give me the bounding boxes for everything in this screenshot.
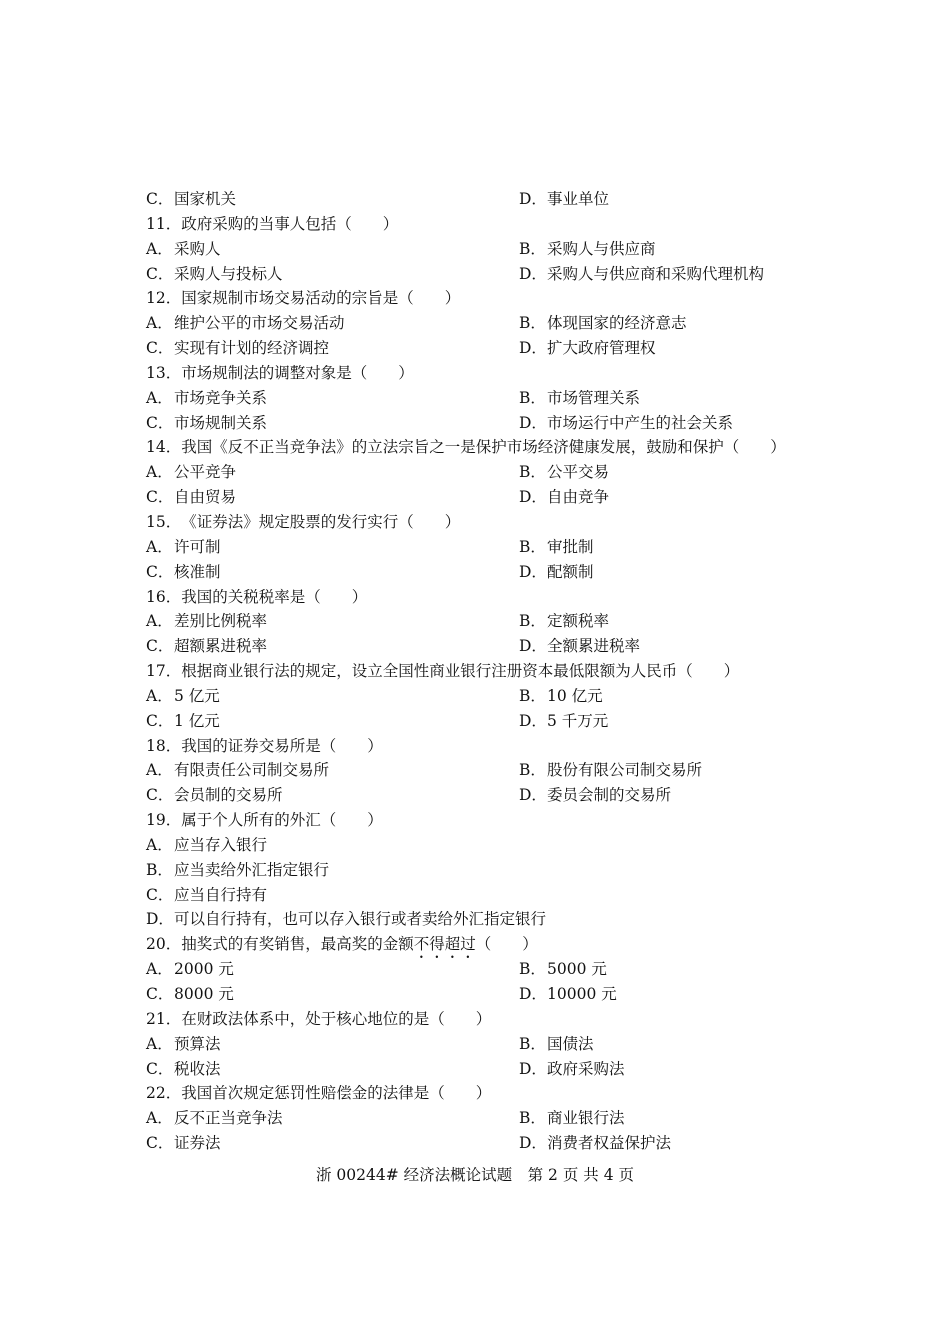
question-stem (146, 435, 826, 460)
option-row (146, 957, 826, 982)
option-letter: D． (519, 711, 547, 730)
answer-option (146, 311, 345, 336)
option-row (146, 609, 826, 634)
option-letter: B． (519, 761, 546, 780)
option-row (146, 187, 826, 212)
question-stem (146, 286, 826, 311)
option-text: 配额制 (547, 562, 594, 581)
option-letter: A． (146, 960, 173, 979)
answer-option (146, 709, 220, 734)
option-text: 应当存入银行 (174, 835, 268, 854)
question-text: 我国首次规定惩罚性赔偿金的法律是（ ） (181, 1084, 492, 1103)
option-letter: A． (146, 835, 173, 854)
option-text: 5000 元 (547, 960, 607, 979)
option-letter: A． (146, 761, 173, 780)
option-text: 税收法 (174, 1059, 221, 1078)
option-text: 审批制 (547, 537, 594, 556)
question-stem (146, 1007, 826, 1032)
question-number: 19． (146, 811, 182, 830)
question-number: 16． (146, 587, 182, 606)
option-letter: C． (146, 488, 174, 507)
question-stem (146, 212, 826, 237)
option-text: 自由贸易 (174, 488, 237, 507)
answer-option (519, 684, 603, 709)
option-letter: D． (519, 190, 547, 208)
option-letter: D． (519, 1134, 547, 1153)
question-number: 14． (146, 438, 182, 457)
option-row (146, 336, 826, 361)
option-row (146, 1131, 826, 1156)
option-letter: B． (519, 612, 546, 631)
answer-option (146, 460, 236, 485)
answer-option (519, 485, 609, 510)
option-letter: C． (146, 885, 174, 904)
option-row (146, 460, 826, 485)
option-text: 5 亿元 (174, 686, 220, 705)
option-letter: B． (519, 1109, 546, 1128)
option-text: 可以自行持有，也可以存入银行或者卖给外汇指定银行 (174, 910, 547, 929)
option-text: 应当卖给外汇指定银行 (174, 860, 330, 879)
question-stem (146, 659, 826, 684)
option-text: 市场管理关系 (547, 388, 641, 407)
option-text: 维护公平的市场交易活动 (174, 314, 345, 333)
answer-option (519, 411, 733, 436)
question-number: 22． (146, 1084, 182, 1103)
option-letter: B． (519, 1034, 546, 1053)
option-text: 应当自行持有 (174, 885, 268, 904)
question-stem (146, 1081, 826, 1106)
answer-option (146, 1057, 221, 1082)
answer-option (146, 783, 283, 808)
answer-option (519, 1032, 594, 1057)
option-text: 10000 元 (547, 985, 617, 1003)
option-letter: D． (519, 264, 547, 283)
question-list (146, 187, 826, 1156)
option-text: 扩大政府管理权 (547, 339, 656, 358)
question-number: 18． (146, 736, 182, 755)
question-number: 21． (146, 1009, 182, 1028)
option-letter: A． (146, 388, 173, 407)
option-letter: B． (519, 314, 546, 333)
option-text: 公平交易 (547, 463, 610, 482)
option-letter: C． (146, 339, 174, 358)
answer-option (519, 609, 609, 634)
question-number: 15． (146, 512, 182, 531)
option-row (146, 833, 826, 858)
option-row (146, 411, 826, 436)
option-text: 核准制 (174, 562, 221, 581)
answer-option (519, 783, 671, 808)
option-letter: B． (519, 960, 546, 979)
answer-option (146, 758, 329, 783)
option-letter: A． (146, 239, 173, 258)
option-letter: C． (146, 1059, 174, 1078)
option-letter: C． (146, 413, 174, 432)
option-text: 10 亿元 (547, 686, 603, 705)
option-row (146, 883, 826, 908)
answer-option (146, 1131, 221, 1156)
option-row (146, 1032, 826, 1057)
option-text: 2000 元 (174, 960, 234, 979)
question-number: 20． (146, 935, 182, 954)
option-text: 许可制 (174, 537, 221, 556)
answer-option (519, 262, 764, 287)
option-letter: A． (146, 314, 173, 333)
question-text: 国家规制市场交易活动的宗旨是（ ） (181, 289, 461, 308)
option-row (146, 1106, 826, 1131)
answer-option (519, 634, 640, 659)
option-text: 市场规制关系 (174, 413, 268, 432)
option-text: 事业单位 (547, 190, 610, 208)
option-letter: B． (519, 463, 546, 482)
answer-option (519, 311, 687, 336)
question-stem (146, 361, 826, 386)
question-text: 我国的关税税率是（ ） (181, 587, 368, 606)
option-letter: D． (519, 637, 547, 656)
option-row (146, 535, 826, 560)
option-text: 市场运行中产生的社会关系 (547, 413, 734, 432)
option-text: 实现有计划的经济调控 (174, 339, 330, 358)
option-text: 会员制的交易所 (174, 786, 283, 805)
option-text: 商业银行法 (547, 1109, 625, 1128)
option-letter: B． (519, 686, 546, 705)
answer-option (519, 1106, 625, 1131)
option-row (146, 1057, 826, 1082)
answer-option (519, 709, 608, 734)
answer-option (146, 411, 267, 436)
option-letter: D． (519, 1059, 547, 1078)
question-text: 根据商业银行法的规定，设立全国性商业银行注册资本最低限额为人民币（ ） (181, 662, 740, 681)
answer-option (519, 1057, 625, 1082)
question-number: 11． (146, 214, 182, 233)
option-row (146, 634, 826, 659)
option-row (146, 386, 826, 411)
option-letter: A． (146, 463, 173, 482)
option-letter: D． (519, 985, 547, 1003)
answer-option (519, 336, 656, 361)
option-row (146, 684, 826, 709)
question-text-end: （ ） (475, 935, 538, 954)
option-text: 体现国家的经济意志 (547, 314, 687, 333)
question-number: 12． (146, 289, 182, 308)
option-row (146, 262, 826, 287)
option-row (146, 758, 826, 783)
option-row (146, 485, 826, 510)
answer-option (519, 535, 594, 560)
option-letter: A． (146, 1109, 173, 1128)
answer-option (519, 460, 609, 485)
option-text: 公平竞争 (174, 463, 237, 482)
question-text: 市场规制法的调整对象是（ ） (181, 363, 414, 382)
option-text: 消费者权益保护法 (547, 1134, 672, 1153)
answer-option (146, 634, 267, 659)
option-letter: B． (519, 239, 546, 258)
answer-option (146, 982, 234, 1007)
option-row (146, 907, 826, 932)
option-letter: A． (146, 686, 173, 705)
option-letter: C． (146, 190, 174, 208)
option-letter: B． (519, 388, 546, 407)
option-row (146, 858, 826, 883)
question-text: 抽奖式的有奖销售，最高奖的金额 (181, 935, 414, 954)
option-letter: A． (146, 1034, 173, 1053)
question-text: 我国《反不正当竞争法》的立法宗旨之一是保护市场经济健康发展，鼓励和保护（ ） (181, 438, 786, 457)
question-number: 13． (146, 363, 182, 382)
option-text: 5 千万元 (547, 711, 609, 730)
option-text: 预算法 (174, 1034, 221, 1053)
option-letter: C． (146, 711, 174, 730)
option-letter: C． (146, 562, 174, 581)
answer-option (519, 386, 640, 411)
option-letter: C． (146, 786, 174, 805)
option-text: 国债法 (547, 1034, 594, 1053)
question-text: 属于个人所有的外汇（ ） (181, 811, 383, 830)
answer-option (519, 237, 656, 262)
option-text: 国家机关 (174, 190, 237, 208)
option-letter: C． (146, 637, 174, 656)
option-text: 股份有限公司制交易所 (547, 761, 703, 780)
question-text: 《证券法》规定股票的发行实行（ ） (181, 512, 461, 531)
option-text: 采购人与投标人 (174, 264, 283, 283)
option-letter: D． (519, 488, 547, 507)
option-row (146, 982, 826, 1007)
option-letter: D． (519, 413, 547, 432)
option-letter: B． (146, 860, 173, 879)
option-letter: A． (146, 537, 173, 556)
option-text: 政府采购法 (547, 1059, 625, 1078)
option-text: 1 亿元 (174, 711, 220, 730)
answer-option (146, 237, 221, 262)
option-letter: D． (146, 910, 174, 929)
option-letter: C． (146, 985, 174, 1003)
question-stem (146, 734, 826, 759)
option-letter: D． (519, 562, 547, 581)
answer-option (146, 336, 329, 361)
option-letter: D． (519, 786, 547, 805)
answer-option (146, 684, 220, 709)
option-text: 委员会制的交易所 (547, 786, 672, 805)
question-number: 17． (146, 662, 182, 681)
answer-option (519, 982, 617, 1007)
option-text: 采购人与供应商和采购代理机构 (547, 264, 765, 283)
answer-option (146, 1106, 283, 1131)
option-text: 反不正当竞争法 (174, 1109, 283, 1128)
option-letter: C． (146, 1134, 174, 1153)
option-text: 差别比例税率 (174, 612, 268, 631)
answer-option (519, 560, 594, 585)
answer-option (146, 386, 267, 411)
question-text: 在财政法体系中，处于核心地位的是（ ） (181, 1009, 492, 1028)
option-letter: C． (146, 264, 174, 283)
question-text: 政府采购的当事人包括（ ） (181, 214, 399, 233)
question-stem (146, 510, 826, 535)
option-row (146, 783, 826, 808)
answer-option (519, 957, 607, 982)
option-row (146, 709, 826, 734)
option-text: 定额税率 (547, 612, 610, 631)
option-text: 8000 元 (174, 985, 234, 1003)
question-text: 我国的证券交易所是（ ） (181, 736, 383, 755)
question-stem (146, 808, 826, 833)
question-stem (146, 585, 826, 610)
option-text: 有限责任公司制交易所 (174, 761, 330, 780)
option-row (146, 560, 826, 585)
answer-option (146, 262, 283, 287)
question-stem (146, 932, 826, 957)
option-letter: B． (519, 537, 546, 556)
answer-option (146, 858, 329, 883)
option-text: 证券法 (174, 1134, 221, 1153)
option-letter: D． (519, 339, 547, 358)
answer-option (519, 1131, 671, 1156)
answer-option (519, 187, 609, 212)
option-row (146, 311, 826, 336)
answer-option (146, 883, 267, 908)
option-row (146, 237, 826, 262)
answer-option (146, 609, 267, 634)
answer-option (519, 758, 702, 783)
answer-option (146, 560, 221, 585)
option-letter: A． (146, 612, 173, 631)
option-text: 采购人与供应商 (547, 239, 656, 258)
option-text: 全额累进税率 (547, 637, 641, 656)
answer-option (146, 1032, 221, 1057)
option-text: 自由竞争 (547, 488, 610, 507)
answer-option (146, 535, 221, 560)
emphasized-text: 不得超过 (413, 935, 476, 954)
page-footer: 浙 00244# 经济法概论试题 第 2 页 共 4 页 (315, 1166, 634, 1184)
answer-option (146, 833, 267, 858)
option-text: 超额累进税率 (174, 637, 268, 656)
option-text: 市场竞争关系 (174, 388, 268, 407)
option-text: 采购人 (174, 239, 221, 258)
answer-option (146, 485, 236, 510)
answer-option (146, 957, 234, 982)
answer-option (146, 907, 546, 932)
answer-option (146, 187, 236, 212)
